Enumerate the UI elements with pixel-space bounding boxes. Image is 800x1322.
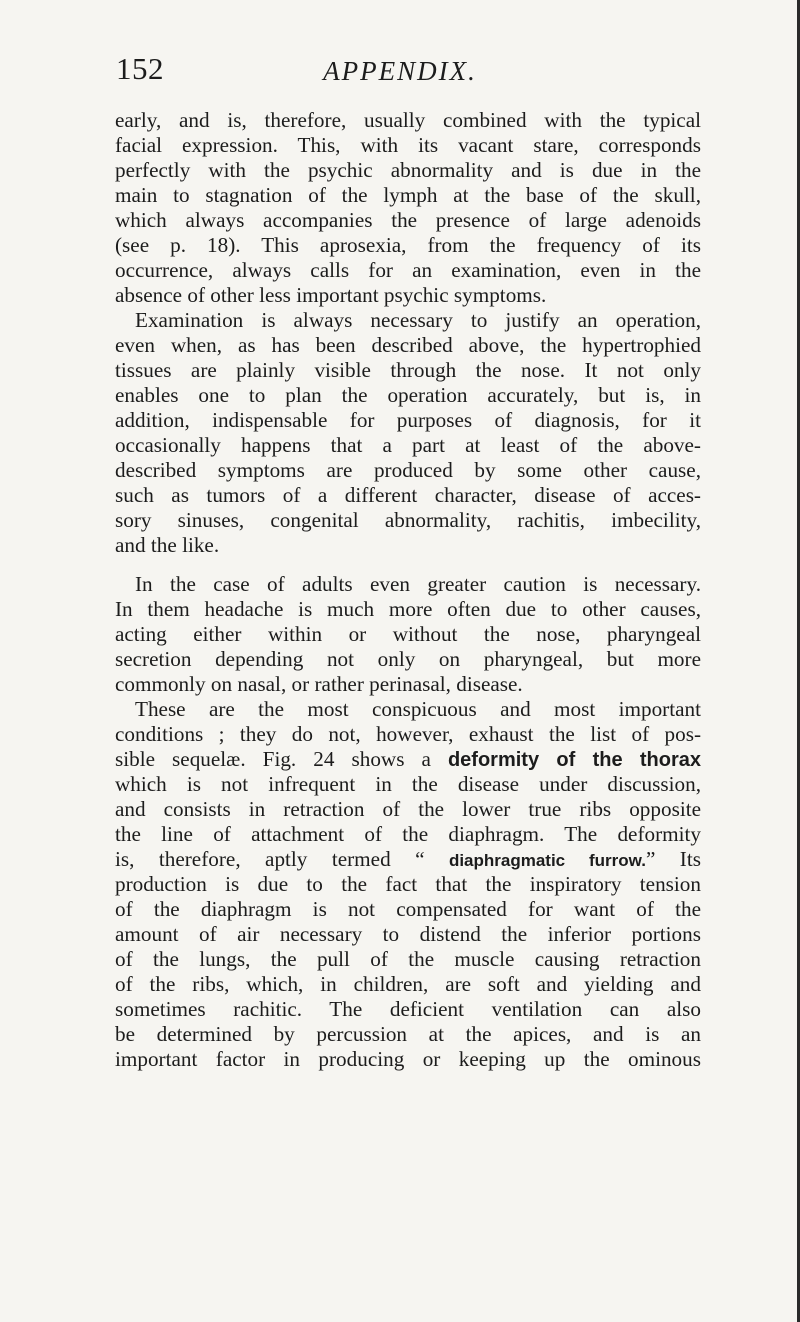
text-line: absence of other less important psychic symptoms. [115,283,547,307]
text-line: amount of air necessary to distend the inferior portions [115,922,701,946]
text-span: is, therefore, aptly termed “ [115,847,449,871]
text-line: perfectly with the psychic abnormality and is due in the [115,158,701,182]
text-line: such as tumors of a different character, disease of acces- [115,483,701,507]
page-number: 152 [116,51,164,86]
text-line: Examination is always necessary to justify an operation, [135,308,701,332]
text-span: ” Its [645,847,701,871]
text-line: main to stagnation of the lymph at the base of the skull, [115,183,701,207]
paragraph-4 [115,697,701,1072]
text-line: commonly on nasal, or rather perinasal, disease. [115,672,523,696]
paragraph-2 [115,308,701,558]
body-text [115,108,701,1072]
bold-term: diaphragmatic furrow. [448,851,646,870]
text-line: the line of attachment of the diaphragm. The deformity [115,822,701,846]
text-line: of the ribs, which, in children, are soft and yielding and [115,972,701,996]
paragraph-1 [115,108,701,308]
running-head: APPENDIX. [323,56,477,86]
text-line: described symptoms are produced by some other cause, [115,458,701,482]
text-line: important factor in producing or keeping up the ominous [115,1047,701,1071]
text-line: which always accompanies the presence of large adenoids [115,208,701,232]
text-line: which is not infrequent in the disease under discussion, [115,772,701,796]
text-line [115,847,701,872]
text-line: conditions ; they do not, however, exhaust the list of pos- [115,722,701,746]
text-line: and the like. [115,533,220,557]
text-line: In them headache is much more often due to other causes, [115,597,701,621]
text-line: occasionally happens that a part at least of the above- [115,433,701,457]
text-line: enables one to plan the operation accurately, but is, in [115,383,701,407]
bold-term: deformity of the thorax [447,749,701,771]
text-line: addition, indispensable for purposes of diagnosis, for it [115,408,701,432]
text-line: of the lungs, the pull of the muscle causing retraction [115,947,701,971]
paragraph-3 [115,572,701,697]
text-line: be determined by percussion at the apices, and is an [115,1022,701,1046]
text-line: secretion depending not only on pharyngeal, but more [115,647,701,671]
text-line: even when, as has been described above, the hypertrophied [115,333,701,357]
text-line: These are the most conspicuous and most important [135,697,701,721]
text-line: (see p. 18). This aprosexia, from the frequency of its [115,233,701,257]
text-line: tissues are plainly visible through the nose. It not only [115,358,701,382]
text-span: sible sequelæ. Fig. 24 shows a [115,747,448,771]
text-line: sometimes rachitic. The deficient ventilation can also [115,997,701,1021]
text-line: production is due to the fact that the inspiratory tension [115,872,701,896]
text-line: sory sinuses, congenital abnormality, rachitis, imbecility, [115,508,701,532]
text-line: and consists in retraction of the lower true ribs opposite [115,797,701,821]
text-line: of the diaphragm is not compensated for want of the [115,897,701,921]
text-line: facial expression. This, with its vacant stare, corresponds [115,133,701,157]
text-line [115,747,701,772]
text-line: occurrence, always calls for an examination, even in the [115,258,701,282]
text-line: In the case of adults even greater caution is necessary. [135,572,701,596]
text-line: acting either within or without the nose, pharyngeal [115,622,701,646]
text-line: early, and is, therefore, usually combined with the typical [115,108,701,132]
